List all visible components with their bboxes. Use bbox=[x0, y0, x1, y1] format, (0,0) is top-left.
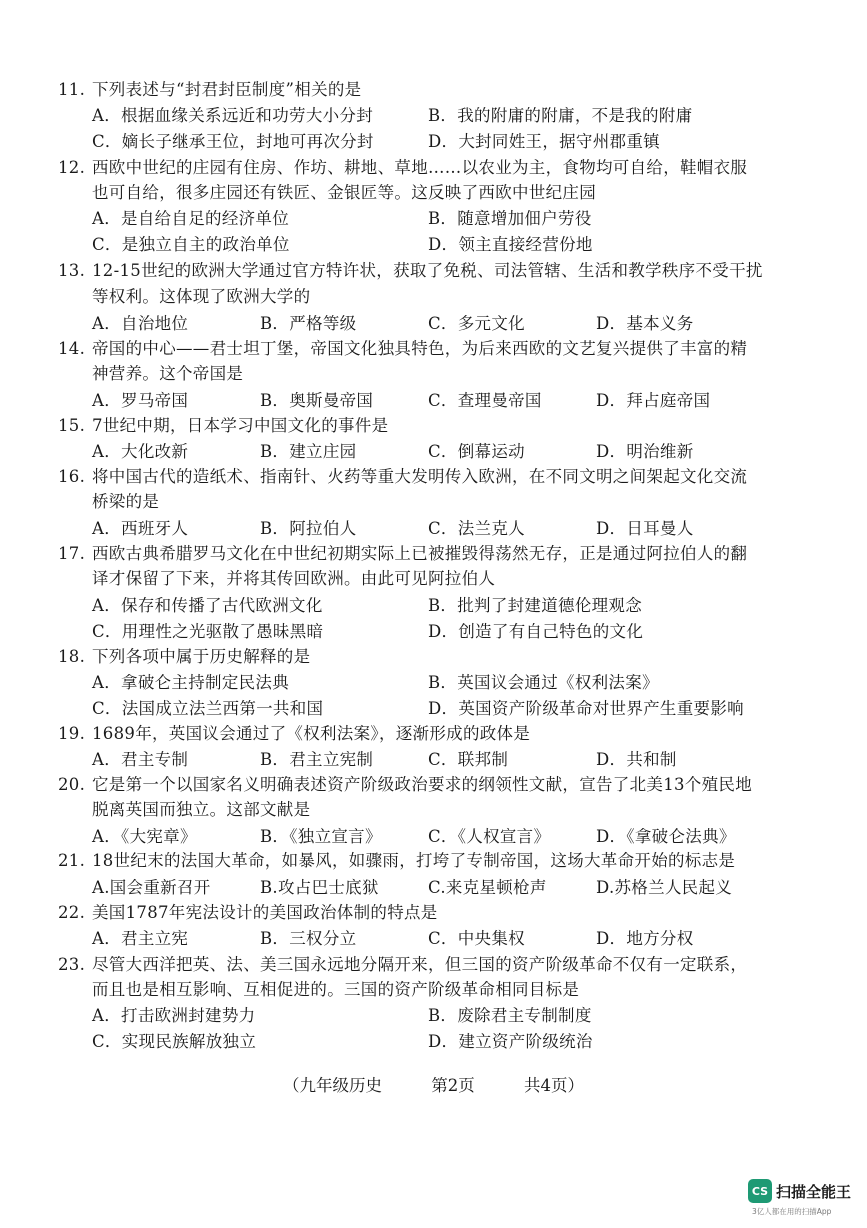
option: C．联邦制 bbox=[428, 750, 509, 769]
option: C．是独立自主的政治单位 bbox=[92, 235, 290, 254]
watermark-app-name: 扫描全能王 bbox=[776, 1183, 852, 1201]
option: A．君主立宪 bbox=[92, 929, 189, 948]
option: D．建立资产阶级统治 bbox=[428, 1032, 593, 1051]
question-13-stem-cont: 等权利。这体现了欧洲大学的 bbox=[92, 287, 311, 306]
option: D．创造了有自己特色的文化 bbox=[428, 622, 644, 641]
option: B．英国议会通过《权利法案》 bbox=[428, 673, 659, 692]
option: A.国会重新召开 bbox=[92, 878, 211, 897]
option: A．拿破仑主持制定民法典 bbox=[92, 673, 290, 692]
watermark-tagline: 3亿人都在用的扫描App bbox=[752, 1207, 832, 1216]
option: A．大化改新 bbox=[92, 442, 189, 461]
question-14-stem: 14. 帝国的中心——君士坦丁堡，帝国文化独具特色，为后来西欧的文艺复兴提供了丰富的精 bbox=[58, 339, 748, 358]
option: C．多元文化 bbox=[428, 314, 525, 333]
option: D．共和制 bbox=[596, 750, 677, 769]
option: C．法兰克人 bbox=[428, 519, 525, 538]
option: B．建立庄园 bbox=[260, 442, 357, 461]
option: A．是自给自足的经济单位 bbox=[92, 209, 290, 228]
option: A．保存和传播了古代欧洲文化 bbox=[92, 596, 323, 615]
option: B．阿拉伯人 bbox=[260, 519, 357, 538]
option: B．严格等级 bbox=[260, 314, 357, 333]
question-23-stem: 23. 尽管大西洋把英、法、美三国永远地分隔开来，但三国的资产阶级革命不仅有一定联系， bbox=[58, 955, 748, 974]
option: C．中央集权 bbox=[428, 929, 525, 948]
option: A．罗马帝国 bbox=[92, 391, 189, 410]
option: A．君主专制 bbox=[92, 750, 189, 769]
option: C．《人权宣言》 bbox=[428, 827, 551, 846]
option: D．明治维新 bbox=[596, 442, 694, 461]
option: D．地方分权 bbox=[596, 929, 694, 948]
option: B．奥斯曼帝国 bbox=[260, 391, 374, 410]
question-22-stem: 22. 美国1787年宪法设计的美国政治体制的特点是 bbox=[58, 903, 438, 922]
option: D.苏格兰人民起义 bbox=[596, 878, 733, 897]
question-16-stem: 16. 将中国古代的造纸术、指南针、火药等重大发明传入欧洲，在不同文明之间架起文化交流 bbox=[58, 467, 748, 486]
question-17-stem-cont: 译才保留了下来，并将其传回欧洲。由此可见阿拉伯人 bbox=[92, 569, 496, 588]
option: A．自治地位 bbox=[92, 314, 189, 333]
option: A．根据血缘关系远近和功劳大小分封 bbox=[92, 106, 374, 125]
option: C．实现民族解放独立 bbox=[92, 1032, 257, 1051]
question-23-stem-cont: 而且也是相互影响、互相促进的。三国的资产阶级革命相同目标是 bbox=[92, 980, 580, 999]
question-19-stem: 19. 1689年，英国议会通过了《权利法案》，逐渐形成的政体是 bbox=[58, 724, 531, 743]
option: B．随意增加佃户劳役 bbox=[428, 209, 592, 228]
option: C．嫡长子继承王位，封地可再次分封 bbox=[92, 132, 374, 151]
option: A．打击欧洲封建势力 bbox=[92, 1006, 256, 1025]
question-12-stem-cont: 也可自给，很多庄园还有铁匠、金银匠等。这反映了西欧中世纪庄园 bbox=[92, 183, 596, 202]
option: C．法国成立法兰西第一共和国 bbox=[92, 699, 324, 718]
option: D．英国资产阶级革命对世界产生重要影响 bbox=[428, 699, 744, 718]
question-14-stem-cont: 神营养。这个帝国是 bbox=[92, 364, 244, 383]
option: B．我的附庸的附庸，不是我的附庸 bbox=[428, 106, 693, 125]
question-11-stem: 11. 下列表述与“封君封臣制度”相关的是 bbox=[58, 80, 362, 99]
option: A．西班牙人 bbox=[92, 519, 189, 538]
question-20-stem-cont: 脱离英国而独立。这部文献是 bbox=[92, 800, 311, 819]
footer-total-pages: 共4页） bbox=[524, 1076, 584, 1095]
option: C．用理性之光驱散了愚昧黑暗 bbox=[92, 622, 324, 641]
option: B．废除君主专制制度 bbox=[428, 1006, 592, 1025]
question-15-stem: 15. 7世纪中期，日本学习中国文化的事件是 bbox=[58, 416, 389, 435]
footer-subject: （九年级历史 bbox=[283, 1076, 382, 1095]
option: B．批判了封建道德伦理观念 bbox=[428, 596, 643, 615]
option: D．日耳曼人 bbox=[596, 519, 694, 538]
question-13-stem: 13. 12-15世纪的欧洲大学通过官方特许状，获取了免税、司法管辖、生活和教学秩序不受干扰 bbox=[58, 261, 763, 280]
page-footer bbox=[0, 1072, 867, 1096]
question-12-stem: 12. 西欧中世纪的庄园有住房、作坊、耕地、草地……以农业为主，食物均可自给，鞋帽衣服 bbox=[58, 158, 748, 177]
option: D．大封同姓王，据守州郡重镇 bbox=[428, 132, 660, 151]
question-16-stem-cont: 桥梁的是 bbox=[92, 492, 160, 511]
option: B.攻占巴士底狱 bbox=[260, 878, 379, 897]
option: B．《独立宣言》 bbox=[260, 827, 382, 846]
question-18-stem: 18. 下列各项中属于历史解释的是 bbox=[58, 647, 311, 666]
option: C．查理曼帝国 bbox=[428, 391, 542, 410]
question-20-stem: 20. 它是第一个以国家名义明确表述资产阶级政治要求的纲领性文献，宣告了北美13个殖民地 bbox=[58, 775, 752, 794]
option: D．《拿破仑法典》 bbox=[596, 827, 736, 846]
question-17-stem: 17. 西欧古典希腊罗马文化在中世纪初期实际上已被摧毁得荡然无存，正是通过阿拉伯人的翻 bbox=[58, 544, 748, 563]
option: C.来克星顿枪声 bbox=[428, 878, 547, 897]
option: D．基本义务 bbox=[596, 314, 694, 333]
camscanner-logo-icon: CS bbox=[748, 1179, 772, 1203]
footer-page-number: 第2页 bbox=[431, 1076, 475, 1095]
option: A．《大宪章》 bbox=[92, 827, 197, 846]
option: B．君主立宪制 bbox=[260, 750, 374, 769]
option: D．领主直接经营份地 bbox=[428, 235, 593, 254]
option: B．三权分立 bbox=[260, 929, 357, 948]
option: D．拜占庭帝国 bbox=[596, 391, 711, 410]
question-21-stem: 21. 18世纪末的法国大革命，如暴风，如骤雨，打垮了专制帝国，这场大革命开始的标志是 bbox=[58, 851, 736, 870]
option: C．倒幕运动 bbox=[428, 442, 525, 461]
